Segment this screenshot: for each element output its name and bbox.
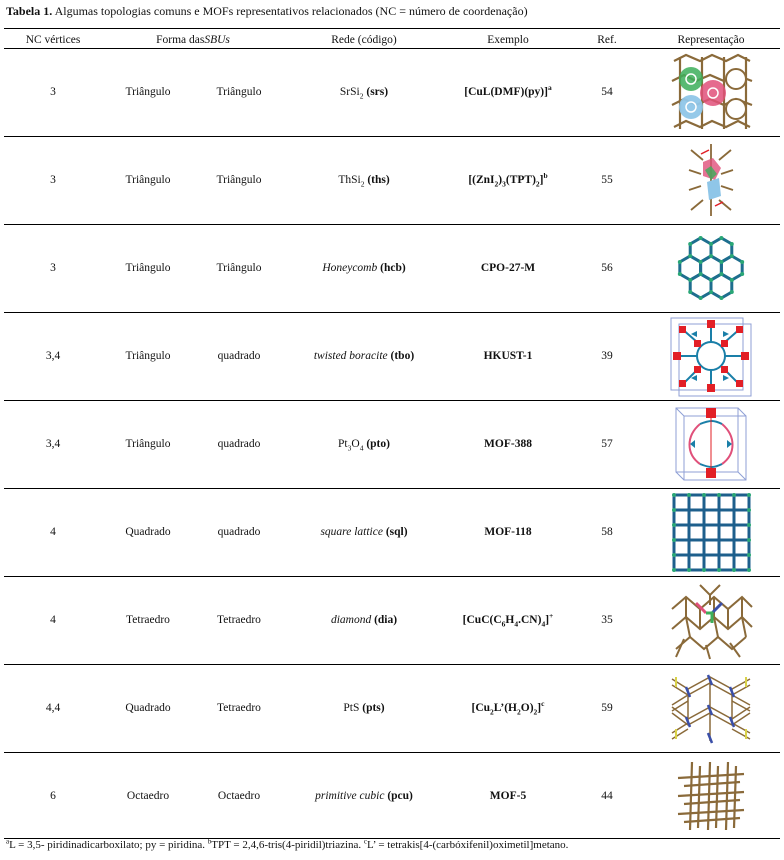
sql-node: [732, 493, 736, 497]
cell-sbu-1: Triângulo: [125, 438, 171, 450]
cell-sbu-1: Triângulo: [125, 174, 171, 186]
cell-nc: 4: [50, 526, 56, 538]
cell-rede: [284, 48, 444, 136]
exemplo-sup: c: [541, 699, 545, 709]
sql-node: [747, 568, 751, 572]
exemplo-sub: 6: [501, 619, 506, 629]
exemplo-sub: 3: [502, 179, 506, 189]
cell-exemplo: [444, 136, 572, 224]
sql-node: [672, 538, 676, 542]
cell-ref: 59: [601, 702, 613, 714]
rede-code: (pcu): [387, 790, 413, 802]
hcb-node: [678, 260, 682, 264]
cell-rep: [642, 48, 780, 136]
top-rule: [4, 28, 780, 29]
cell-ref: 57: [601, 438, 613, 450]
cell-rep: [642, 224, 780, 312]
header-sbu-em: SBUs: [204, 34, 230, 46]
cell-nc: 3: [50, 86, 56, 98]
rede-formula: SrSi: [339, 86, 360, 98]
cell-sbu-2: quadrado: [217, 526, 261, 538]
rede-code: (dia): [374, 614, 398, 626]
hcb-node: [688, 254, 692, 258]
sql-node: [672, 493, 676, 497]
cell-ref: 54: [601, 86, 613, 98]
cell-ref: 55: [601, 174, 613, 186]
cell-ref: 39: [601, 350, 613, 362]
cell-sbu-1: Triângulo: [125, 350, 171, 362]
exemplo-part: H: [505, 614, 515, 626]
rede-code: (tbo): [390, 350, 415, 362]
hcb-node: [719, 260, 723, 264]
hcb-node: [688, 278, 692, 282]
rede-code: (srs): [363, 86, 389, 98]
header-sbu-prefix: Forma das: [156, 34, 205, 46]
table-row: [4, 312, 780, 400]
table-row: [4, 752, 780, 840]
cell-rede: [284, 400, 444, 488]
sql-node: [732, 568, 736, 572]
cell-exemplo: MOF-5: [489, 790, 527, 802]
sql-node: [747, 523, 751, 527]
exemplo-sub: 4: [514, 619, 519, 629]
cell-ref: 58: [601, 526, 613, 538]
hcb-node: [719, 272, 723, 276]
hcb-node: [719, 296, 723, 300]
hcb-node: [678, 272, 682, 276]
sql-node: [672, 508, 676, 512]
table-row: [4, 488, 780, 576]
header-ref: Ref.: [597, 34, 617, 46]
exemplo-sub: 2: [535, 179, 540, 189]
sql-node: [672, 523, 676, 527]
rede-sub: 4: [359, 443, 364, 453]
sql-node: [687, 568, 691, 572]
exemplo-sup: +: [549, 611, 554, 621]
cell-ref: 35: [601, 614, 613, 626]
rede-code: (ths): [364, 174, 390, 186]
pto-net-figure: [670, 402, 752, 486]
rede-code: (hcb): [380, 262, 406, 274]
cell-nc: 4,4: [45, 702, 61, 714]
cell-rede: [284, 224, 444, 312]
cell-exemplo: [444, 576, 572, 664]
cell-sbu-2: quadrado: [217, 350, 261, 362]
cell-rede: [284, 136, 444, 224]
exemplo-part: ): [498, 174, 503, 186]
sql-node: [717, 493, 721, 497]
cell-rede: [284, 576, 444, 664]
sql-node: [672, 553, 676, 557]
sql-node: [747, 508, 751, 512]
hcb-node: [699, 236, 703, 240]
exemplo-part: L’(H: [493, 702, 518, 714]
cell-nc: 3,4: [45, 438, 61, 450]
hcb-node: [730, 242, 734, 246]
hcb-hexagon: [690, 274, 711, 298]
exemplo-sub: 2: [490, 707, 494, 717]
rede-sub: 2: [359, 91, 364, 101]
exemplo-sub: 2: [533, 707, 538, 717]
sql-node: [702, 493, 706, 497]
cell-sbu-2: Tetraedro: [217, 702, 261, 714]
cell-sbu-2: Tetraedro: [217, 614, 261, 626]
exemplo-part: [Cu: [471, 702, 491, 714]
table-row: [4, 576, 780, 664]
footnote-marker: b: [207, 837, 212, 846]
exemplo-part: [CuC(C: [462, 614, 502, 626]
table-row: [4, 224, 780, 312]
cell-ref: 44: [601, 790, 613, 802]
cell-rep: [642, 576, 780, 664]
hcb-node: [709, 290, 713, 294]
cell-sbu-1: Quadrado: [125, 526, 171, 538]
hcb-node: [699, 272, 703, 276]
caption-label: Tabela 1.: [6, 4, 53, 18]
header-rede: Rede (código): [331, 34, 397, 46]
table-row: [4, 400, 780, 488]
cell-sbu-1: Octaedro: [126, 790, 170, 802]
table-row: [4, 48, 780, 136]
exemplo-part: ]: [537, 702, 542, 714]
tbo-net-figure: [667, 314, 755, 398]
cell-exemplo: MOF-118: [484, 526, 532, 538]
exemplo-formula: [CuL(DMF)(py)]: [464, 86, 548, 98]
hcb-node: [688, 242, 692, 246]
hcb-node: [709, 278, 713, 282]
hcb-node: [740, 272, 744, 276]
cell-sbu-1: Tetraedro: [126, 614, 170, 626]
cell-sbu-1: Quadrado: [125, 702, 171, 714]
cell-nc: 3,4: [45, 350, 61, 362]
cell-rep: [642, 136, 780, 224]
cell-rep: [642, 488, 780, 576]
footnote-marker: c: [363, 837, 368, 846]
exemplo-sub: 2: [494, 179, 499, 189]
hcb-net-figure: [668, 228, 754, 308]
pcu-net-figure: [674, 758, 748, 834]
sql-net-figure: [668, 491, 754, 573]
exemplo-sub: 4: [541, 619, 546, 629]
rede-code: (sql): [385, 526, 408, 538]
sql-node: [687, 493, 691, 497]
cell-rede: [284, 664, 444, 752]
hcb-node: [740, 260, 744, 264]
hcb-node: [688, 290, 692, 294]
hcb-node: [699, 296, 703, 300]
rede-code: (pts): [362, 702, 385, 714]
rede-name: PtS: [343, 702, 360, 714]
exemplo-part: O): [520, 702, 534, 714]
cell-rede: [284, 488, 444, 576]
sql-node: [747, 493, 751, 497]
rede-sub: 2: [360, 179, 365, 189]
cell-sbu-2: Triângulo: [216, 174, 262, 186]
rede-formula: ThSi: [338, 174, 361, 186]
cell-exemplo: MOF-388: [484, 438, 532, 450]
rede-name: diamond: [330, 614, 372, 626]
sql-node: [747, 538, 751, 542]
hcb-node: [719, 236, 723, 240]
cell-rep: [642, 664, 780, 752]
header-rep: Representação: [677, 34, 745, 46]
table-row: [4, 664, 780, 752]
exemplo-sub: 2: [517, 707, 521, 717]
header-nc: NC vértices: [25, 34, 81, 46]
sql-node: [747, 553, 751, 557]
rede-formula: Pt: [338, 438, 348, 450]
exemplo-part: .CN): [518, 614, 542, 626]
cell-rede: [284, 752, 444, 840]
header-exemplo: Exemplo: [487, 34, 529, 46]
hcb-node: [709, 254, 713, 258]
cell-exemplo: [444, 664, 572, 752]
dia-net-figure: [666, 579, 756, 661]
footnote-c: L’ = tetrakis[4-(carbóxifenil)oximetil]metano.: [367, 839, 569, 851]
hcb-node: [709, 242, 713, 246]
rede-sub: 3: [347, 443, 352, 453]
caption-text: Algumas topologias comuns e MOFs representativos relacionados (NC = número de coordenação): [52, 4, 528, 18]
hcb-node: [730, 254, 734, 258]
cell-sbu-2: Triângulo: [216, 262, 262, 274]
cell-exemplo: CPO-27-M: [480, 262, 536, 274]
cell-rep: [642, 400, 780, 488]
table-caption: [6, 4, 528, 19]
rede-name: twisted boracite: [313, 350, 388, 362]
rede-formula: O: [351, 438, 360, 450]
exemplo-sup: a: [547, 83, 552, 93]
rede-name: square lattice: [320, 526, 383, 538]
hcb-node: [730, 278, 734, 282]
footnote-marker: a: [6, 837, 10, 846]
cell-sbu-2: quadrado: [217, 438, 261, 450]
cell-rede: [284, 312, 444, 400]
srs-net-figure: [666, 51, 756, 133]
cell-rep: [642, 752, 780, 840]
exemplo-part: [(ZnI: [468, 174, 495, 186]
header-sbu: [102, 32, 284, 48]
hcb-node: [730, 290, 734, 294]
sql-node: [672, 568, 676, 572]
cell-sbu-2: Triângulo: [216, 86, 262, 98]
exemplo-part: (TPT): [505, 174, 536, 186]
cell-sbu-1: Triângulo: [125, 262, 171, 274]
footnote-a: L = 3,5- piridinadicarboxilato; py = piridina.: [9, 839, 208, 851]
pts-net-figure: [668, 667, 754, 749]
cell-nc: 6: [50, 790, 56, 802]
rede-name: primitive cubic: [315, 790, 385, 802]
footnote-b: TPT = 2,4,6-tris(4-piridil)triazina.: [211, 839, 364, 851]
sql-node: [702, 568, 706, 572]
sql-node: [717, 568, 721, 572]
cell-sbu-2: Octaedro: [217, 790, 261, 802]
cell-exemplo: HKUST-1: [483, 350, 533, 362]
hcb-node: [699, 260, 703, 264]
table-footnote: [6, 839, 568, 851]
cell-nc: 3: [50, 262, 56, 274]
hcb-hexagon: [711, 274, 732, 298]
rede-name: Honeycomb: [322, 262, 378, 274]
exemplo-part: ]: [539, 174, 544, 186]
ths-net-figure: [681, 140, 741, 220]
cell-nc: 4: [50, 614, 56, 626]
rede-code: (pto): [363, 438, 390, 450]
cell-sbu-1: Triângulo: [125, 86, 171, 98]
cell-ref: 56: [601, 262, 613, 274]
cell-exemplo: [444, 48, 572, 136]
cell-rep: [642, 312, 780, 400]
table-row: [4, 136, 780, 224]
exemplo-part: ]: [545, 614, 550, 626]
cell-nc: 3: [50, 174, 56, 186]
exemplo-sup: b: [543, 171, 548, 181]
